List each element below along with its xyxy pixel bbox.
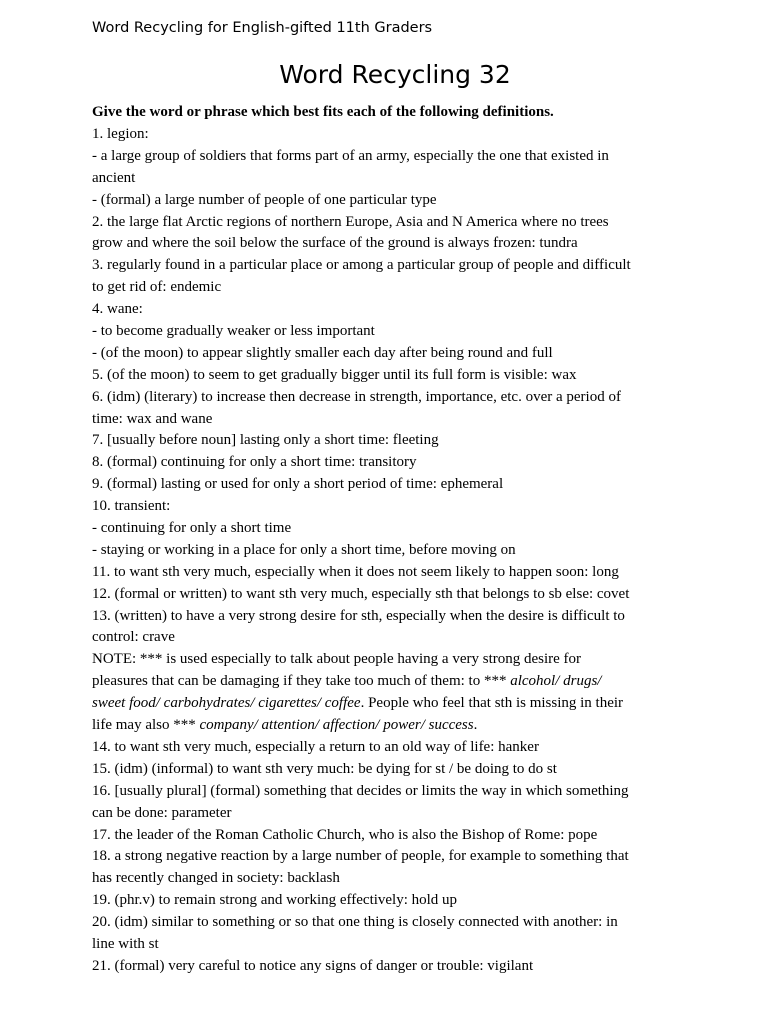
text-line: ancient — [92, 169, 136, 186]
note-text: . People who feel that sth is missing in their — [360, 695, 624, 712]
text-line: 4. wane: — [92, 301, 143, 318]
text-line: 18. a strong negative reaction by a large number of people, for example to something that — [92, 848, 629, 865]
instruction-text: Give the word or phrase which best fits each of the following definitions. — [92, 104, 554, 120]
text-line: time: wax and wane — [92, 410, 213, 427]
text-line: - to become gradually weaker or less important — [92, 323, 375, 340]
text-line: - continuing for only a short time — [92, 520, 292, 537]
text-line: 16. [usually plural] (formal) something that decides or limits the way in which something — [92, 782, 629, 799]
text-line: - (formal) a large number of people of one particular type — [92, 191, 437, 208]
text-line: 3. regularly found in a particular place or among a particular group of people and difficult — [92, 257, 631, 274]
text-line: 20. (idm) similar to something or so that one thing is closely connected with another: in — [92, 914, 618, 931]
text-line: 14. to want sth very much, especially a return to an old way of life: hanker — [92, 738, 539, 755]
text-line: 12. (formal or written) to want sth very much, especially sth that belongs to sb else: covet — [92, 585, 630, 602]
text-line: 2. the large flat Arctic regions of northern Europe, Asia and N America where no trees — [92, 213, 609, 230]
note-line — [92, 715, 702, 737]
text-line: - a large group of soldiers that forms part of an army, especially the one that existed in — [92, 147, 609, 164]
text-line: - (of the moon) to appear slightly smaller each day after being round and full — [92, 344, 553, 361]
text-line: 17. the leader of the Roman Catholic Church, who is also the Bishop of Rome: pope — [92, 826, 598, 843]
note-italic-examples: company/ attention/ affection/ power/ success — [199, 717, 474, 734]
note-line — [92, 671, 702, 693]
note-italic-examples: alcohol/ drugs/ — [510, 673, 602, 690]
text-line: 13. (written) to have a very strong desire for sth, especially when the desire is difficult to — [92, 607, 625, 624]
text-line: 8. (formal) continuing for only a short time: transitory — [92, 454, 417, 471]
text-line: 15. (idm) (informal) to want sth very much: be dying for st / be doing to do st — [92, 760, 557, 777]
text-line: 9. (formal) lasting or used for only a short period of time: ephemeral — [92, 476, 504, 493]
text-line: 19. (phr.v) to remain strong and working effectively: hold up — [92, 892, 458, 909]
text-line: 21. (formal) very careful to notice any signs of danger or trouble: vigilant — [92, 957, 534, 974]
note-text: life may also *** — [92, 717, 196, 734]
text-line: has recently changed in society: backlash — [92, 870, 340, 887]
note-text: . — [473, 717, 478, 734]
page-header: Word Recycling for English-gifted 11th Graders — [92, 20, 433, 36]
page-title: Word Recycling 32 — [279, 60, 511, 89]
note-text: pleasures that can be damaging if they take too much of them: to *** — [92, 673, 507, 690]
text-line: can be done: parameter — [92, 804, 232, 821]
text-line: grow and where the soil below the surface of the ground is always frozen: tundra — [92, 235, 578, 252]
text-line: 6. (idm) (literary) to increase then decrease in strength, importance, etc. over a period of — [92, 388, 621, 405]
text-line: to get rid of: endemic — [92, 279, 222, 296]
text-line: 7. [usually before noun] lasting only a short time: fleeting — [92, 432, 439, 449]
text-line: NOTE: *** is used especially to talk about people having a very strong desire for — [92, 651, 582, 668]
note-italic-examples: sweet food/ carbohydrates/ cigarettes/ coffee — [92, 695, 361, 712]
text-line: 11. to want sth very much, especially when it does not seem likely to happen soon: long — [92, 563, 619, 580]
text-line: 1. legion: — [92, 126, 149, 142]
text-line: control: crave — [92, 629, 175, 646]
text-line: 5. (of the moon) to seem to get gradually bigger until its full form is visible: wax — [92, 366, 577, 383]
text-line: - staying or working in a place for only a short time, before moving on — [92, 541, 516, 558]
definitions-body — [92, 124, 702, 978]
text-line: 10. transient: — [92, 498, 171, 515]
text-line: line with st — [92, 935, 159, 952]
note-line — [92, 693, 702, 715]
